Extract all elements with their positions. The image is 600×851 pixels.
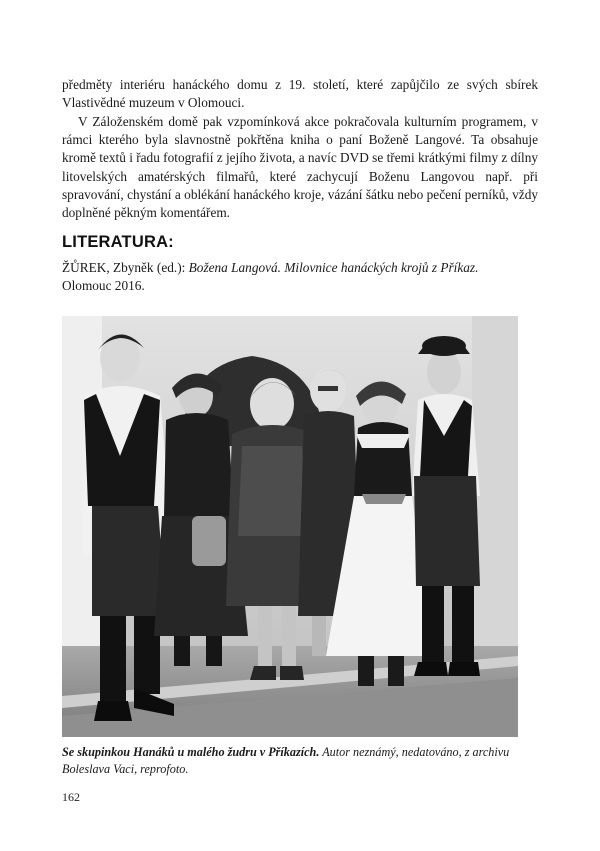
reference-place: Olomouc 2016. [62,278,145,294]
literature-reference [62,259,538,295]
caption-rest: Autor neznámý, nedatováno, z archivu Boleslava Vaci, reprofoto. [62,745,510,776]
caption-bold: Se skupinkou Hanáků u malého žudru v Příkazích. [62,745,320,759]
body-paragraph-1: předměty interiéru hanáckého domu z 19. století, které zapůjčilo ze svých sbírek Vlastivědné muzeum v Olomouci. [62,77,538,111]
page-number: 162 [62,790,80,804]
photo-caption [62,744,538,777]
group-photo [62,316,518,737]
literature-heading: LITERATURA: [62,233,174,251]
body-paragraph-2: V Záloženském domě pak vzpomínková akce pokračovala kulturním programem, v rámci kterého byla slavnostně pokřtěna kniha o paní Boženě Langové. Ta obsahuje kromě textů i řadu fotografií z jejího života, a navíc DVD se třemi krátkými filmy z dílny litovelských amatérských filmařů, které zachycují Boženu Langovou např. při spravování, chystání a oblékání hanáckého kroje, vázání šátku nebo pečení perníků, vždy doplněné pěkným komentářem. [62,114,538,221]
reference-title: Božena Langová. Milovnice hanáckých krojů z Příkaz. [188,260,479,275]
reference-author: ŽŮREK, Zbyněk (ed.): [62,260,189,275]
